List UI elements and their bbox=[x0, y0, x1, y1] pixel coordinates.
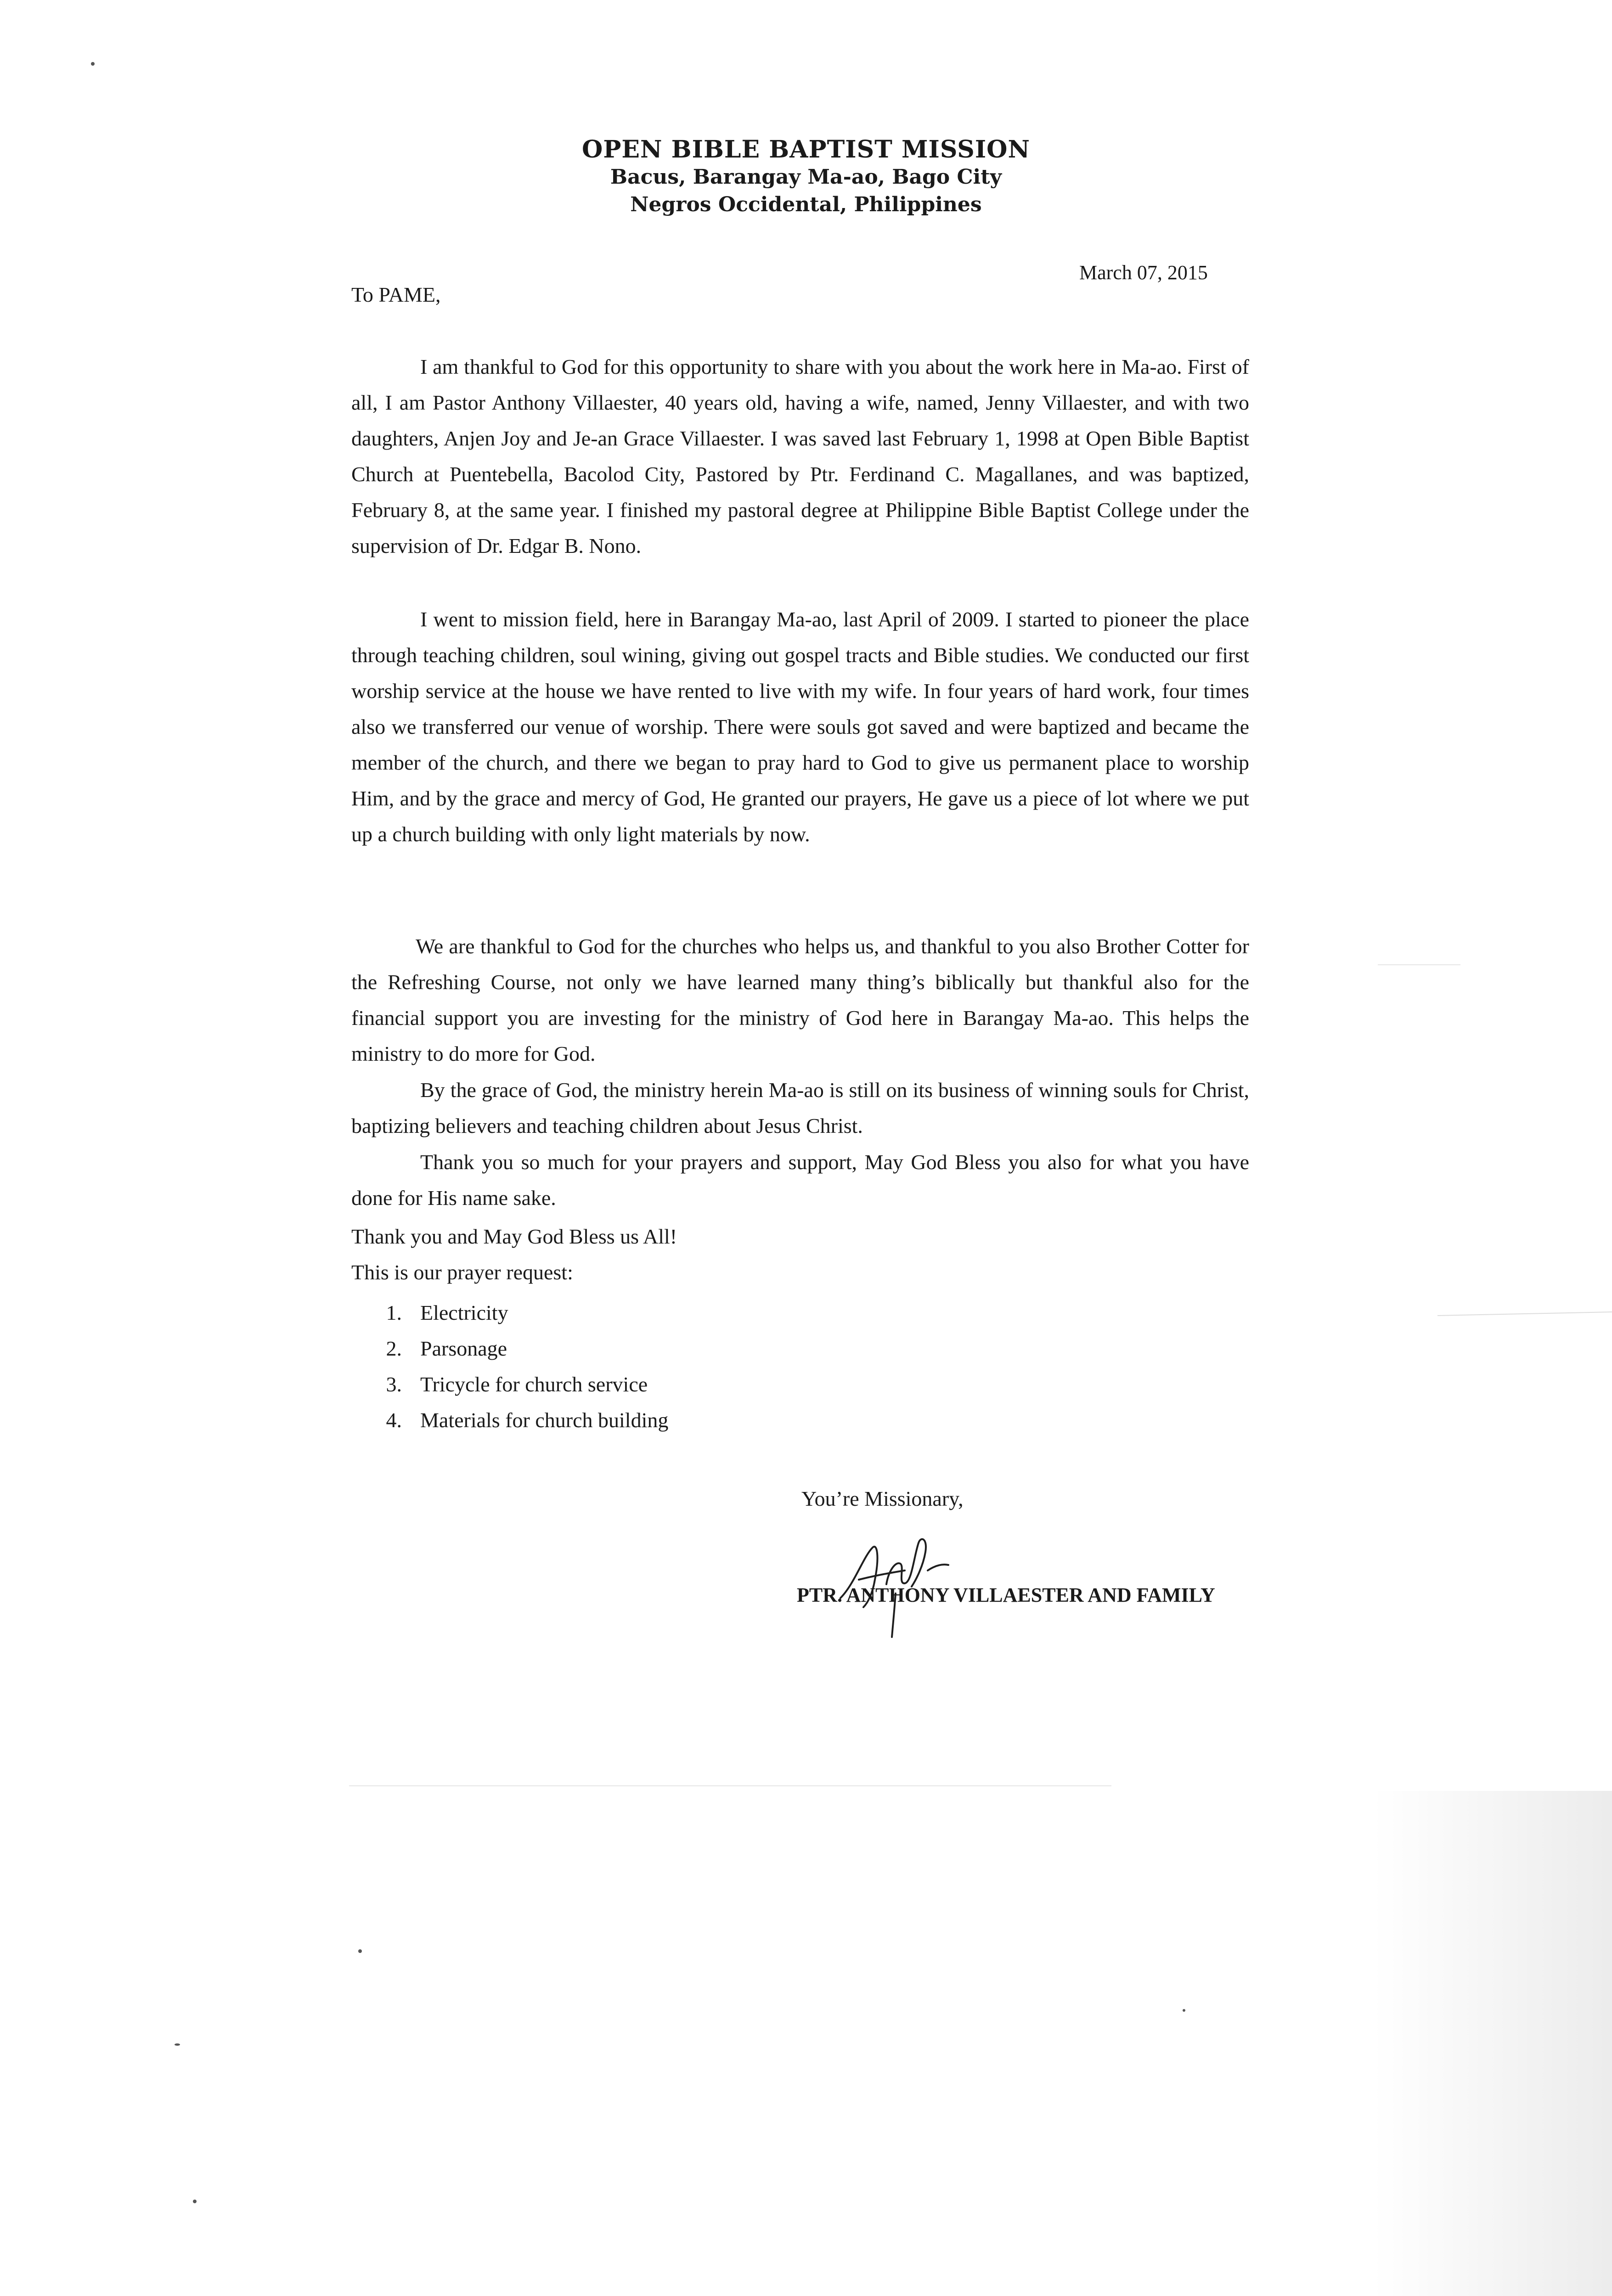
prayer-request-intro: This is our prayer request: bbox=[351, 1261, 573, 1284]
paper-crease bbox=[1437, 1311, 1612, 1316]
body-paragraph: Thank you so much for your prayers and support, May God Bless you also for what you have done for His name sake. bbox=[351, 1150, 1249, 1210]
body-paragraph: I went to mission field, here in Barangay Ma-ao, last April of 2009. I started to pioneer the place through teaching children, soul wining, giving out gospel tracts and Bible studies. We conducted our first worship service at the house we have rented to live with my wife. In four years of hard work, four times also we transferred our venue of worship. There were souls got saved and were baptized and became the member of the church, and there we began to pray hard to God to give us permanent place to worship Him, and by the grace and mercy of God, He granted our prayers, He gave us a piece of lot where we put up a church building with only light materials by now. bbox=[351, 608, 1249, 846]
list-item-number: 1. bbox=[386, 1301, 402, 1324]
scan-speck bbox=[193, 2200, 197, 2203]
list-item bbox=[351, 1402, 668, 1438]
letter-date: March 07, 2015 bbox=[1079, 261, 1208, 284]
letterhead-address-line: Bacus, Barangay Ma-ao, Bago City bbox=[610, 165, 1002, 189]
letterhead-address-line: Negros Occidental, Philippines bbox=[630, 193, 982, 216]
list-item-number: 3. bbox=[386, 1373, 402, 1396]
thanks-line: Thank you and May God Bless us All! bbox=[351, 1225, 677, 1248]
list-item-number: 2. bbox=[386, 1337, 402, 1360]
scan-speck bbox=[91, 62, 95, 66]
scan-speck bbox=[358, 1949, 362, 1953]
signer-name: PTR. ANTHONY VILLAESTER AND FAMILY bbox=[797, 1584, 1215, 1606]
body-paragraph: I am thankful to God for this opportunity to share with you about the work here in Ma-ao. First of all, I am Pastor Anthony Villaester, 40 years old, having a wife, named, Jenny Villaester, and with two daughters, Anjen Joy and Je-an Grace Villaester. I was saved last February 1, 1998 at Open Bible Baptist Church at Puentebella, Bacolod City, Pastored by Ptr. Ferdinand C. Magallanes, and was baptized, February 8, at the same year. I finished my pastoral degree at Philippine Bible Baptist College under the supervision of Dr. Edgar B. Nono. bbox=[351, 355, 1249, 557]
closing-line: You’re Missionary, bbox=[801, 1487, 964, 1510]
scan-speck bbox=[1183, 2009, 1185, 2012]
salutation: To PAME, bbox=[351, 283, 441, 306]
list-item bbox=[351, 1331, 668, 1367]
list-item-text: Parsonage bbox=[420, 1337, 507, 1360]
list-item-text: Tricycle for church service bbox=[420, 1373, 648, 1396]
prayer-request-list bbox=[351, 1295, 668, 1438]
list-item-text: Materials for church building bbox=[420, 1408, 669, 1432]
body-paragraph: We are thankful to God for the churches who helps us, and thankful to you also Brother Cotter for the Refreshing Course, not only we have learned many thing’s biblically but thankful also for the financial support you are investing for the ministry of God here in Barangay Ma-ao. This helps the ministry to do more for God. bbox=[351, 934, 1249, 1065]
scan-speck bbox=[175, 2043, 180, 2046]
list-item bbox=[351, 1367, 668, 1402]
list-item bbox=[351, 1295, 668, 1331]
paper-fold-line bbox=[349, 1785, 1111, 1786]
body-paragraph: By the grace of God, the ministry herein Ma-ao is still on its business of winning souls for Christ, baptizing believers and teaching children about Jesus Christ. bbox=[351, 1078, 1249, 1137]
paper-crease bbox=[1378, 964, 1460, 965]
scan-shadow bbox=[1373, 1791, 1612, 2296]
letterhead-title: OPEN BIBLE BAPTIST MISSION bbox=[582, 135, 1030, 163]
list-item-text: Electricity bbox=[420, 1301, 508, 1324]
list-item-number: 4. bbox=[386, 1408, 402, 1432]
